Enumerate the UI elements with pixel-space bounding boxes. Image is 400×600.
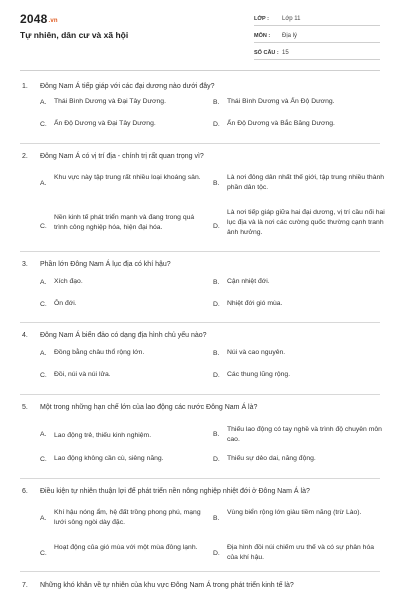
question-text: Đông Nam Á biển đảo có dạng địa hình chủ yếu nào?	[40, 332, 207, 339]
meta-subject-row	[254, 29, 380, 43]
question-divider	[20, 394, 380, 395]
option-letter: B.	[213, 431, 220, 438]
logo-main: 2048	[20, 12, 48, 26]
meta-count-value: 15	[282, 49, 289, 56]
question-text: Điều kiện tự nhiên thuận lợi để phát triển nền nông nghiệp nhiệt đới ở Đông Nam Á là?	[40, 488, 310, 495]
meta-class-row	[254, 12, 380, 26]
option-text: Lao động không cần cù, siêng năng.	[54, 455, 164, 462]
question-number: 4.	[22, 332, 28, 339]
question-text: Phần lớn Đông Nam Á lục địa có khí hậu?	[40, 261, 171, 268]
option-letter: C.	[40, 223, 47, 230]
question-number: 5.	[22, 404, 28, 411]
question-text: Một trong những hạn chế lớn của lao động các nước Đông Nam Á là?	[40, 404, 258, 411]
question-divider	[20, 322, 380, 323]
question-divider	[20, 571, 380, 572]
option-letter: B.	[213, 98, 220, 106]
option-letter: B.	[213, 278, 220, 286]
question-number: 1.	[22, 83, 28, 90]
option-text: Địa hình đồi núi chiếm ưu thế và có sự phân hóa của khí hậu.	[227, 544, 375, 561]
option-letter: C.	[40, 120, 47, 128]
page-header	[0, 0, 400, 72]
option-letter: A.	[40, 515, 47, 522]
meta-class-label: LỚP :	[254, 15, 269, 22]
option-text: Thiếu sự dẻo dai, năng động.	[227, 455, 316, 462]
option-text: Nền kinh tế phát triển mạnh và đang trong quá trình công nghiệp hóa, hiện đại hóa.	[54, 214, 195, 231]
option-text: Thiếu lao động có tay nghề và trình độ chuyên môn cao.	[227, 426, 382, 443]
option-letter: C.	[40, 550, 47, 557]
option-letter: B.	[213, 180, 220, 187]
option-text: Xích đạo.	[54, 278, 83, 285]
option-text: Nhiệt đới gió mùa.	[227, 300, 283, 307]
question-text: Những khó khăn về tự nhiên của khu vực Đông Nam Á trong phát triển kinh tế là?	[40, 582, 294, 589]
meta-count-row	[254, 46, 380, 60]
question-text: Đông Nam Á tiếp giáp với các đại dương nào dưới đây?	[40, 83, 215, 90]
option-letter: D.	[213, 371, 220, 379]
option-text: Ôn đới.	[54, 300, 77, 307]
option-letter: A.	[40, 278, 47, 286]
option-letter: A.	[40, 349, 47, 357]
option-text: Vùng biển rộng lớn giàu tiềm năng (trừ Lào).	[227, 509, 362, 516]
meta-class-value: Lớp 11	[282, 15, 301, 22]
option-text: Khí hậu nóng ẩm, hệ đất trồng phong phú, mạng lưới sông ngòi dày đặc.	[54, 509, 201, 526]
meta-subject-value: Địa lý	[282, 32, 298, 39]
option-letter: D.	[213, 455, 220, 463]
option-text: Là nơi tiếp giáp giữa hai đại dương, vị trí cầu nối hai lục địa và là nơi các cường quốc thường cạnh tranh ảnh hưởng.	[227, 209, 385, 236]
meta-subject-label: MÔN :	[254, 32, 271, 39]
option-text: Lao động trẻ, thiếu kinh nghiệm.	[54, 432, 152, 439]
question-number: 6.	[22, 488, 28, 495]
option-letter: D.	[213, 300, 220, 308]
option-letter: D.	[213, 223, 220, 230]
question-number: 7.	[22, 582, 28, 589]
option-text: Thái Bình Dương và Đại Tây Dương.	[54, 98, 166, 105]
option-letter: B.	[213, 515, 220, 522]
option-text: Là nơi đông dân nhất thế giới, tập trung nhiều thành phần dân tộc.	[227, 174, 385, 191]
option-letter: D.	[213, 120, 220, 128]
option-letter: C.	[40, 300, 47, 308]
option-text: Các thung lũng rộng.	[227, 371, 291, 378]
option-letter: A.	[40, 431, 47, 438]
option-letter: D.	[213, 550, 220, 557]
site-logo[interactable]	[20, 12, 58, 26]
question-text: Đông Nam Á có vị trí địa - chính trị rất quan trọng vì?	[40, 153, 204, 160]
option-letter: C.	[40, 455, 47, 463]
option-text: Cận nhiệt đới.	[227, 278, 270, 285]
option-letter: C.	[40, 371, 47, 379]
subject-title: Tự nhiên, dân cư và xã hội	[20, 30, 129, 40]
meta-count-label: SỐ CÂU :	[254, 49, 279, 56]
option-text: Đồi, núi và núi lửa.	[54, 371, 111, 378]
question-divider	[20, 143, 380, 144]
question-number: 3.	[22, 261, 28, 268]
question-divider	[20, 251, 380, 252]
option-text: Hoạt động của gió mùa với một mùa đông lạnh.	[54, 544, 198, 551]
option-letter: B.	[213, 349, 220, 357]
option-text: Khu vực này tập trung rất nhiều loại khoáng sản.	[54, 174, 201, 181]
option-text: Ấn Độ Dương và Đại Tây Dương.	[54, 120, 156, 127]
question-number: 2.	[22, 153, 28, 160]
header-divider	[20, 70, 380, 71]
option-letter: A.	[40, 180, 47, 187]
option-text: Núi và cao nguyên.	[227, 349, 286, 356]
question-divider	[20, 478, 380, 479]
option-text: Ấn Độ Dương và Bắc Băng Dương.	[227, 120, 335, 127]
logo-suffix: .vn	[48, 18, 58, 24]
option-text: Thái Bình Dương và Ấn Độ Dương.	[227, 98, 335, 105]
exam-meta	[254, 12, 380, 63]
option-text: Đồng bằng châu thổ rộng lớn.	[54, 349, 145, 356]
option-letter: A.	[40, 98, 47, 106]
